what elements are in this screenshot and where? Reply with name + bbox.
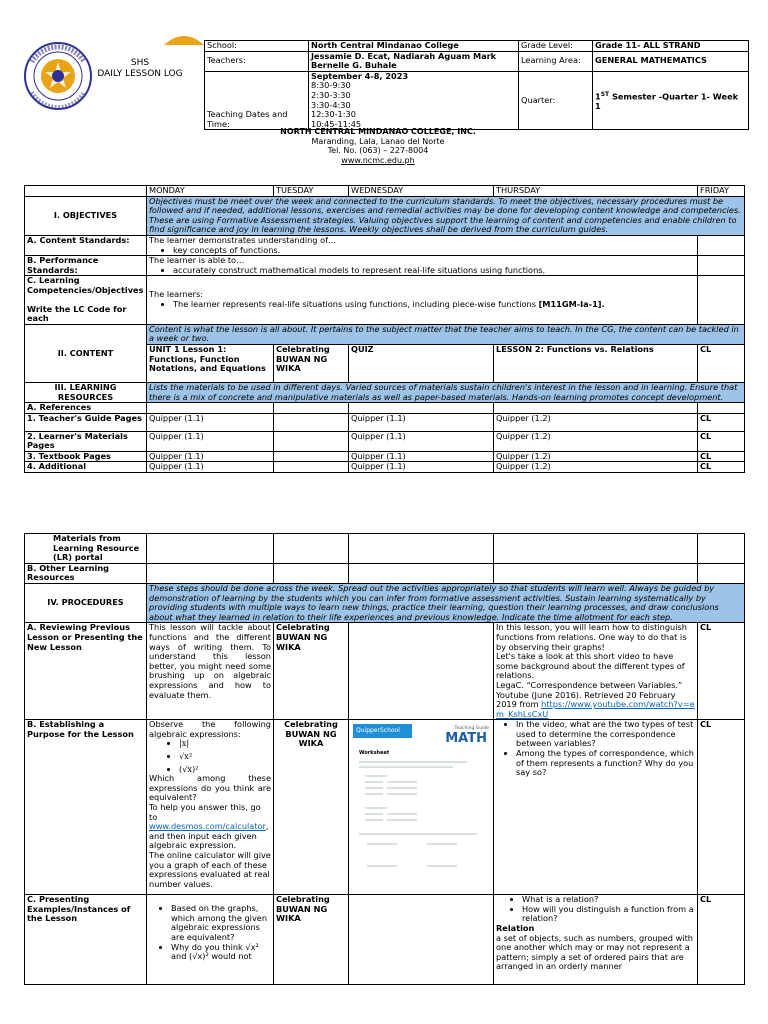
- resource-row-label: 1. Teacher's Guide Pages: [25, 413, 147, 431]
- ref-thu: [494, 403, 698, 414]
- seal-banner: [164, 30, 204, 44]
- resource-thu: Quipper (1.2): [494, 413, 698, 431]
- expr-sq-sqrt: • (√x)²: [179, 765, 271, 775]
- worksheet-image: [353, 724, 489, 882]
- header-table: [204, 40, 749, 130]
- objectives-heading: I. OBJECTIVES: [25, 196, 147, 235]
- time-line: 10:45-11:45: [311, 118, 362, 129]
- lr-wed: [349, 534, 494, 564]
- reviewing-thursday: [494, 623, 698, 720]
- college-web-link[interactable]: www.ncmc.edu.ph: [341, 155, 415, 165]
- quarter-value: [593, 71, 749, 130]
- shs-label: SHS: [130, 58, 150, 68]
- school-label: School:: [205, 41, 309, 52]
- time-line: 8:30-9:30: [311, 80, 351, 91]
- content-monday: UNIT 1 Lesson 1: Functions, Function Notations, and Equations: [147, 344, 274, 382]
- quipper-brand: QuipperSchool: [353, 724, 412, 738]
- dll-title: [78, 58, 202, 80]
- perf-std-fri: [698, 256, 745, 276]
- purpose-p3: [149, 803, 271, 851]
- relation-heading: Relation: [496, 923, 535, 934]
- purpose-monday: [147, 720, 274, 895]
- day-thursday: THURSDAY: [494, 186, 698, 197]
- content-std-item: • key concepts of functions.: [173, 246, 695, 256]
- purpose-tuesday: Celebrating BUWAN NG WIKA: [274, 720, 349, 895]
- resource-mon: Quipper (1.1): [147, 413, 274, 431]
- quarter-sup: ST: [600, 90, 610, 98]
- desmos-link[interactable]: www.desmos.com/calculator: [149, 821, 266, 832]
- procedures-note: These steps should be done across the week. Spread out the activities appropriately so that students will learn well. Always be guided by demonstration of learning by the students which you can infer from formative assessment activities. Sustain learning systematically by providing students with multiple ways to learn new things, practice their learning, question their learning processes, and draw conclusions about what they learned in relation to their life experiences and previous knowledge. Indicate the time allotment for each step.: [147, 583, 745, 622]
- performance-standards-value: [147, 256, 698, 276]
- reviewing-tuesday: Celebrating BUWAN NG WIKA: [274, 623, 349, 720]
- area-value: GENERAL MATHEMATICS: [593, 51, 749, 71]
- presenting-thu-q1: • What is a relation?: [522, 895, 695, 905]
- resources-note: Lists the materials to be used in different days. Varied sources of materials sustain children's interest in the lesson and in learning. Ensure that there is a mix of concrete and manipulative materials as well as paper-based materials. Hands-on learning promotes concept development.: [147, 382, 745, 402]
- ref-tue: [274, 403, 349, 414]
- presenting-friday: CL: [698, 895, 745, 985]
- resource-tue: [274, 413, 349, 431]
- content-heading: II. CONTENT: [25, 324, 147, 382]
- grade-value: Grade 11- ALL STRAND: [593, 41, 749, 52]
- presenting-monday: [147, 895, 274, 985]
- teachers-value: Jessamie D. Ecat, Nadiarah Aguam Mark Bernelle G. Buhale: [309, 51, 519, 71]
- math-title: MATH: [445, 731, 487, 747]
- presenting-wednesday: [349, 895, 494, 985]
- ref-mon: [147, 403, 274, 414]
- other-mon: [147, 563, 274, 583]
- day-monday: MONDAY: [147, 186, 274, 197]
- resource-mon: Quipper (1.1): [147, 431, 274, 451]
- purpose-wednesday: [349, 720, 494, 895]
- quarter-num: 1: [595, 91, 601, 102]
- comp-label: C. Learning Competencies/Objectives: [27, 275, 144, 295]
- comp-code: [M11GM-Ia-1].: [538, 299, 605, 310]
- comp-item: [173, 300, 695, 310]
- other-tue: [274, 563, 349, 583]
- quarter-text: Semester -Quarter 1- Week 1: [595, 91, 739, 111]
- resource-wed: Quipper (1.1): [349, 462, 494, 473]
- resource-thu: Quipper (1.2): [494, 451, 698, 462]
- resource-thu: Quipper (1.2): [494, 462, 698, 473]
- other-wed: [349, 563, 494, 583]
- purpose-p4: The online calculator will give you a graph of each of these expressions evaluated at real number values.: [149, 850, 271, 889]
- presenting-tuesday: Celebrating BUWAN NG WIKA: [274, 895, 349, 985]
- perf-std-item: • accurately construct mathematical models to represent real-life situations using functions.: [173, 266, 695, 276]
- lesson-table-2: [24, 533, 745, 985]
- resource-row-label: 4. Additional: [25, 462, 147, 473]
- purpose-p1: Observe the following algebraic expressions:: [149, 719, 271, 739]
- day-wednesday: WEDNESDAY: [349, 186, 494, 197]
- time-line: 2:30-3:30: [311, 89, 351, 100]
- lr-portal-label: Materials from Learning Resource (LR) portal: [25, 534, 147, 564]
- purpose-p3-text: To help you answer this, go to: [149, 802, 261, 822]
- procedures-heading: IV. PROCEDURES: [25, 583, 147, 622]
- content-tuesday: Celebrating BUWAN NG WIKA: [274, 344, 349, 382]
- content-standards-value: [147, 235, 698, 255]
- content-note: Content is what the lesson is all about. It pertains to the subject matter that the teacher aims to teach. In the CG, the content can be tackled in a week or two.: [147, 324, 745, 344]
- college-info: [200, 127, 556, 165]
- ref-fri: [698, 403, 745, 414]
- resource-mon: Quipper (1.1): [147, 451, 274, 462]
- purpose-thu-q1: • In the video, what are the two types of test used to determine the correspondence between variables?: [516, 720, 695, 749]
- school-value: North Central Mindanao College: [309, 41, 519, 52]
- presenting-mon-q2: • Why do you think √x² and (√x)² would not: [171, 943, 271, 962]
- teaching-guide-label: Teaching Guide: [454, 726, 489, 732]
- purpose-thursday: [494, 720, 698, 895]
- reviewing-friday: CL: [698, 623, 745, 720]
- resource-thu: Quipper (1.2): [494, 431, 698, 451]
- ref-wed: [349, 403, 494, 414]
- purpose-p2: Which among these expressions do you think are equivalent?: [149, 773, 271, 803]
- corner-cell: [25, 186, 147, 197]
- college-name: NORTH CENTRAL MINDANAO COLLEGE, INC.: [280, 127, 476, 136]
- resource-wed: Quipper (1.1): [349, 413, 494, 431]
- resource-fri: CL: [698, 451, 745, 462]
- objectives-note: Objectives must be meet over the week and connected to the curriculum standards. To meet the objectives, necessary procedures must be followed and if needed, additional lessons, exercises and remedial activities may be done for developing content knowledge and competencies. These are using Formative Assessment strategies. Valuing objectives support the learning of content and competencies and enable children to find significance and joy in learning the lessons. Weekly objectives shall be derived from the curriculum guides.: [147, 196, 745, 235]
- comp-intro: The learners:: [149, 289, 203, 300]
- relation-definition: a set of objects, such as numbers, grouped with one another which may or may not represent a pattern; simply a set of ordered pairs that are arranged in an orderly manner: [496, 932, 693, 972]
- youtube-link[interactable]: https://www.youtube.com/watch?v=em_KshLsCxU: [496, 699, 695, 719]
- lr-tue: [274, 534, 349, 564]
- worksheet-heading: Worksheet: [359, 750, 390, 757]
- expr-abs: • |x|: [179, 739, 271, 749]
- comp-fri: [698, 276, 745, 324]
- review-thu-p1: In this lesson, you will learn how to distinguish functions from relations. One way to do that is by observing their graphs!: [496, 622, 687, 652]
- area-label: Learning Area:: [519, 51, 593, 71]
- reviewing-label: A. Reviewing Previous Lesson or Presenting the New Lesson: [25, 623, 147, 720]
- date-line: September 4-8, 2023: [311, 71, 409, 81]
- lr-mon: [147, 534, 274, 564]
- resource-mon: Quipper (1.1): [147, 462, 274, 473]
- review-thu-p3: [496, 681, 695, 719]
- lr-thu: [494, 534, 698, 564]
- dates-label: Teaching Dates and Time:: [205, 71, 309, 130]
- purpose-friday: CL: [698, 720, 745, 895]
- content-friday: CL: [698, 344, 745, 382]
- perf-std-intro: The learner is able to…: [149, 255, 245, 266]
- performance-standards-label: B. Performance Standards:: [25, 256, 147, 276]
- resource-fri: CL: [698, 462, 745, 473]
- resource-fri: CL: [698, 431, 745, 451]
- resource-row-label: 3. Textbook Pages: [25, 451, 147, 462]
- reviewing-monday: This lesson will tackle about functions and the different ways of writing them. To understand this lesson better, you might need some brushing up on algebraic expressions and how to evaluate them.: [147, 623, 274, 720]
- content-standards-label: A. Content Standards:: [25, 235, 147, 255]
- other-fri: [698, 563, 745, 583]
- resource-tue: [274, 451, 349, 462]
- resource-tue: [274, 462, 349, 473]
- resource-wed: Quipper (1.1): [349, 431, 494, 451]
- resource-fri: CL: [698, 413, 745, 431]
- quarter-label: Quarter:: [519, 71, 593, 130]
- grade-label: Grade Level:: [519, 41, 593, 52]
- day-friday: FRIDAY: [698, 186, 745, 197]
- teachers-label: Teachers:: [205, 51, 309, 71]
- comp-sub: Write the LC Code for each: [27, 303, 127, 324]
- content-std-fri: [698, 235, 745, 255]
- other-resources-label: B. Other Learning Resources: [25, 563, 147, 583]
- reviewing-wednesday: [349, 623, 494, 720]
- resources-heading: III. LEARNING RESOURCES: [25, 382, 147, 402]
- college-tel: Tel. No. (063) – 227-8004: [327, 146, 429, 155]
- other-thu: [494, 563, 698, 583]
- purpose-thu-q2: • Among the types of correspondence, which of them represents a function? Why do you say so?: [516, 749, 695, 778]
- dll-label: DAILY LESSON LOG: [97, 69, 183, 79]
- time-line: 3:30-4:30: [311, 99, 351, 110]
- presenting-mon-q1: • Based on the graphs, which among the given algebraic expressions are equivalent?: [171, 904, 271, 942]
- review-thu-p2: Let's take a look at this short video to have some background about the different types of relations.: [496, 651, 685, 681]
- presenting-label: C. Presenting Examples/Instances of the Lesson: [25, 895, 147, 985]
- purpose-label: B. Establishing a Purpose for the Lesson: [25, 720, 147, 895]
- college-address: Maranding, Lala, Lanao del Norte: [311, 136, 445, 146]
- comp-item-text: The learner represents real-life situations using functions, including piece-wise functions: [173, 299, 539, 310]
- expr-sqrt-sq: • √x²: [179, 752, 271, 762]
- resource-wed: Quipper (1.1): [349, 451, 494, 462]
- competencies-value: [147, 276, 698, 324]
- worksheet-lines-icon: [357, 758, 487, 878]
- purpose-p3-tail: , and then input each given algebraic expression.: [149, 821, 269, 851]
- content-wednesday: QUIZ: [349, 344, 494, 382]
- banner-icon: [164, 31, 204, 45]
- lr-fri: [698, 534, 745, 564]
- lesson-table-1: [24, 185, 745, 473]
- presenting-thu-q2: • How will you distinguish a function from a relation?: [522, 905, 695, 924]
- references-label: A. References: [25, 403, 147, 414]
- citation: LegaC. “Correspondence between Variables.” Youtube (June 2016). Retrieved 20 February 2019 from: [496, 679, 683, 710]
- day-tuesday: TUESDAY: [274, 186, 349, 197]
- dates-value: [309, 71, 519, 130]
- resource-row-label: 2. Learner's Materials Pages: [25, 431, 147, 451]
- competencies-label: [25, 276, 147, 324]
- presenting-thursday: [494, 895, 698, 985]
- content-thursday: LESSON 2: Functions vs. Relations: [494, 344, 698, 382]
- time-line: 12:30-1:30: [311, 109, 356, 120]
- resource-tue: [274, 431, 349, 451]
- content-std-intro: The learner demonstrates understanding of…: [149, 235, 337, 245]
